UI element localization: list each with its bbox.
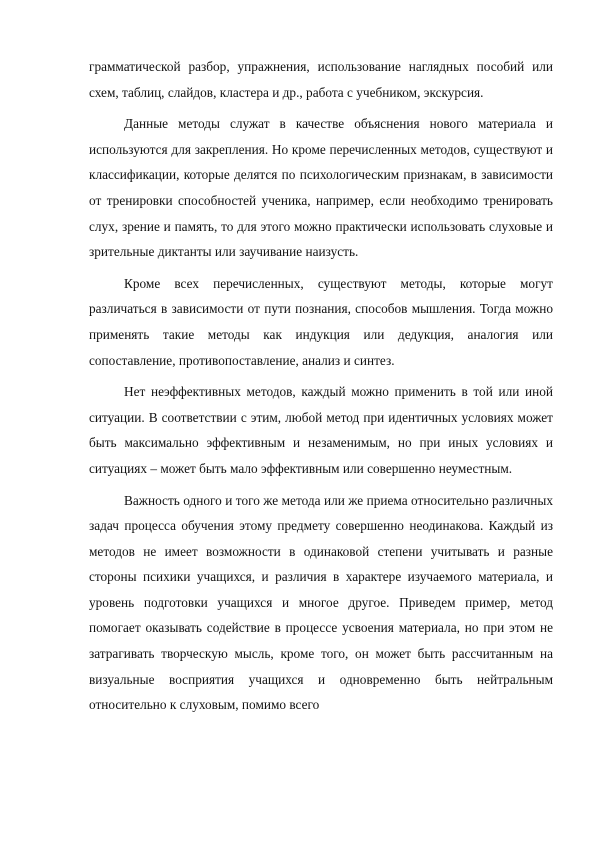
paragraph-2: Данные методы служат в качестве объяснения нового материала и используются для закрепления. Но кроме перечисленных методов, существуют и классификации, которые делятся по психологическим признакам, в зависимости от тренировки способностей ученика, например, если необходимо тренировать слух, зрение и память, то для этого можно практически использовать слуховые и зрительные диктанты или заучивание наизусть. [89, 116, 553, 260]
paragraph-5: Важность одного и того же метода или же приема относительно различных задач процесса обучения этому предмету совершенно неодинакова. Каждый из методов не имеет возможности в одинаковой степени учитывать и разные стороны психики учащихся, и различия в характере изучаемого материала, и уровень подготовки учащихся и многое другое. Приведем пример, метод помогает оказывать содействие в процессе усвоения материала, но при этом не затрагивать творческую мысль, кроме того, он может быть рассчитанным на визуальные восприятия учащихся и одновременно быть нейтральным относительно к слуховым, помимо всего [89, 492, 553, 713]
document-body [89, 54, 553, 718]
paragraph-1: грамматической разбор, упражнения, использование наглядных пособий или схем, таблиц, слайдов, кластера и др., работа с учебником, экскурсия. [89, 59, 553, 100]
paragraph-3: Кроме всех перечисленных, существуют методы, которые могут различаться в зависимости от пути познания, способов мышления. Тогда можно применять такие методы как индукция или дедукция, аналогия или сопоставление, противопоставление, анализ и синтез. [89, 275, 553, 368]
paragraph-4: Нет неэффективных методов, каждый можно применить в той или иной ситуации. В соответствии с этим, любой метод при идентичных условиях может быть максимально эффективным и незаменимым, но при иных условиях и ситуациях – может быть мало эффективным или совершенно неуместным. [89, 384, 553, 476]
